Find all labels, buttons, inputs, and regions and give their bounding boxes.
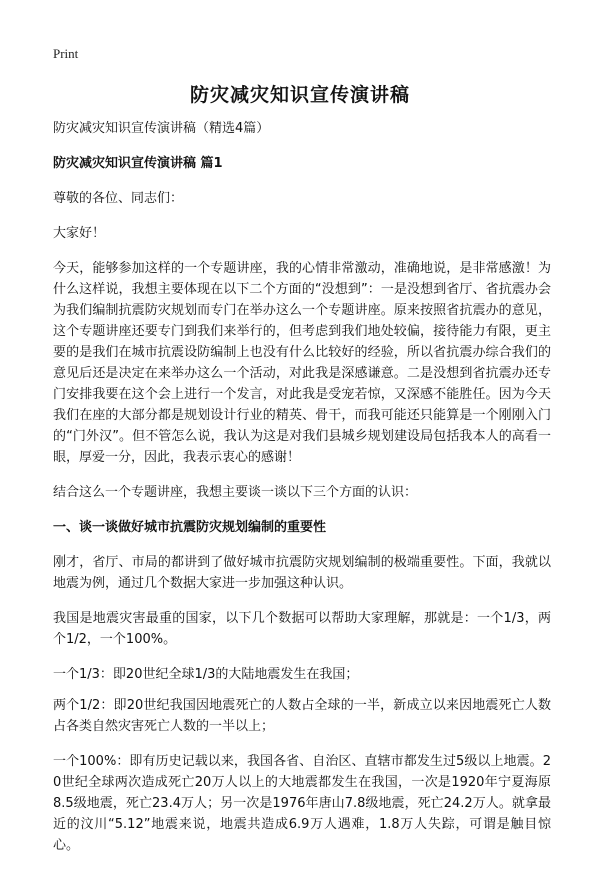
paragraph-hundred-percent: 一个100%：即有历史记载以来，我国各省、自治区、直辖市都发生过5级以上地震。20世纪全球两次造成死亡20万人以上的大地震都发生在我国，一次是1920年宁夏海原8.5级地震，死亡23.4万人；另一次是1976年唐山7.8级地震，死亡24.2万人。就拿最近的汶川“5.12”地震来说，地震共造成6.9万人遇难，1.8万人失踪，可谓是触目惊心。 <box>53 754 551 853</box>
section-heading-1: 一、谈一谈做好城市抗震防灾规划编制的重要性 <box>53 520 327 535</box>
print-label: Print <box>53 46 79 61</box>
document-body <box>53 118 551 870</box>
page-title: 防灾减灾知识宣传演讲稿 <box>189 84 410 106</box>
salutation: 尊敬的各位、同志们： <box>53 191 184 206</box>
paragraph-importance: 刚才，省厅、市局的都讲到了做好城市抗震防灾规划编制的极端重要性。下面，我就以地震为例，通过几个数据大家进一步加强这种认识。 <box>53 555 551 591</box>
paragraph-two-halves: 两个1/2：即20世纪我国因地震死亡的人数占全球的一半，新成立以来因地震死亡人数占各类自然灾害死亡人数的一半以上； <box>53 698 551 734</box>
paragraph-statistics: 我国是地震灾害最重的国家，以下几个数据可以帮助大家理解，那就是：一个1/3，两个1/2，一个100%。 <box>53 611 551 647</box>
greeting: 大家好！ <box>53 226 106 241</box>
article-heading: 防灾减灾知识宣传演讲稿 篇1 <box>53 156 223 171</box>
document-subtitle: 防灾减灾知识宣传演讲稿（精选4篇） <box>53 121 270 136</box>
paragraph-one-third: 一个1/3：即20世纪全球1/3的大陆地震发生在我国； <box>53 667 359 682</box>
paragraph-outline: 结合这么一个专题讲座，我想主要谈一谈以下三个方面的认识： <box>53 485 418 500</box>
paragraph-intro: 今天，能够参加这样的一个专题讲座，我的心情非常激动，准确地说，是非常感激！为什么这样说，我想主要体现在以下二个方面的“没想到”：一是没想到省厅、省抗震办会为我们编制抗震防灾规划而专门在举办这么一个专题讲座。原来按照省抗震办的意见，这个专题讲座还要专门到我们来举行的，但考虑到我们地处较偏，接待能力有限，更主要的是我们在城市抗震设防编制上也没有什么比较好的经验，所以省抗震办综合我们的意见后还是决定在来举办这么一个活动，对此我是深感谦意。二是没想到省抗震办还专门安排我要在这个会上进行一个发言，对此我是受宠若惊，又深感不能胜任。因为今天我们在座的大部分都是规划设计行业的精英、骨干，而我可能还只能算是一个刚刚入门的“门外汉”。但不管怎么说，我认为这是对我们县城乡规划建设局包括我本人的高看一眼，厚爱一分，因此，我表示衷心的感谢！ <box>53 261 551 465</box>
